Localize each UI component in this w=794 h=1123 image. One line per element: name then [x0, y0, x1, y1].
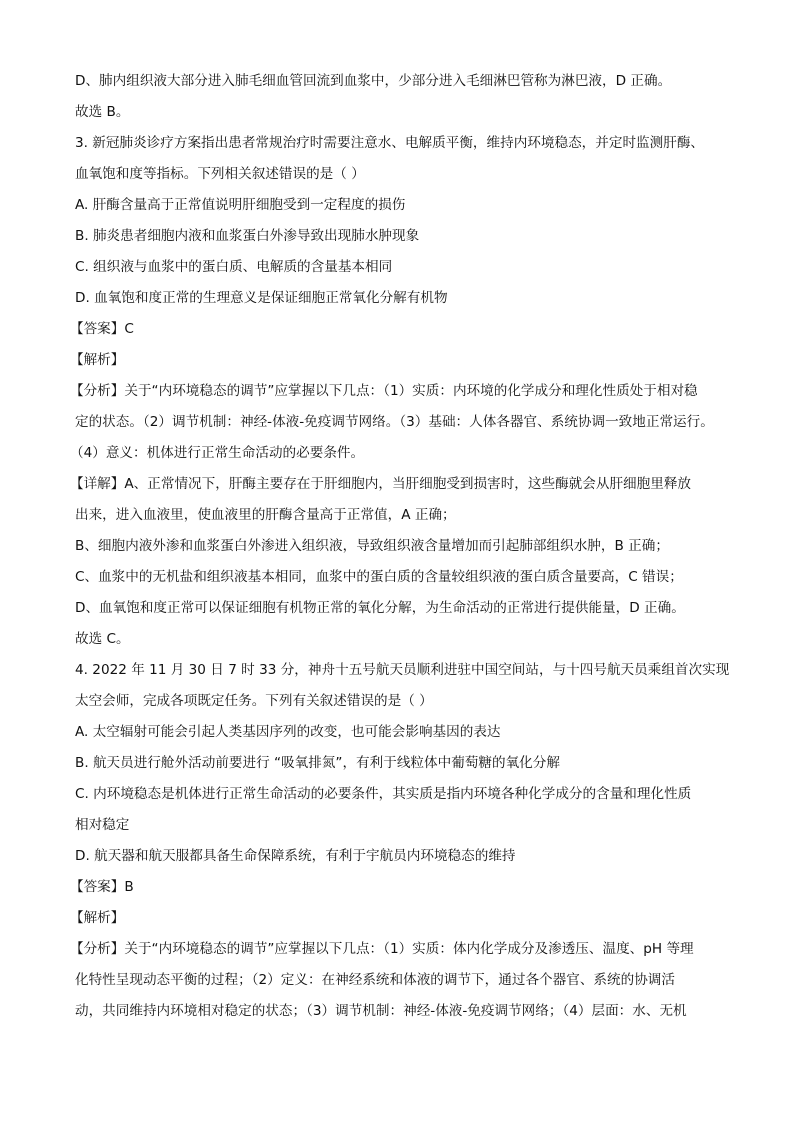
analysis-label: 【解析】	[70, 910, 125, 926]
option-c: 相对稳定	[75, 817, 130, 833]
option-b: B. 肺炎患者细胞内液和血浆蛋白外渗导致出现肺水肿现象	[75, 228, 420, 244]
text-line: 故选 C。	[75, 631, 130, 647]
question-4-stem: 太空会师，完成各项既定任务。下列有关叙述错误的是（ ）	[75, 693, 433, 709]
detail-text: D、血氧饱和度正常可以保证细胞有机物正常的氧化分解，为生命活动的正常进行提供能量，D 正确。	[75, 600, 685, 616]
detail-text: 出来，进入血液里，使血液里的肝酶含量高于正常值，A 正确；	[75, 507, 456, 523]
text-line: D、肺内组织液大部分进入肺毛细血管回流到血浆中，少部分进入毛细淋巴管称为淋巴液，D 正确。	[75, 73, 672, 89]
analysis-text: 【分析】关于“内环境稳态的调节”应掌握以下几点：（1）实质：体内化学成分及渗透压、温度、pH 等理	[70, 941, 694, 957]
analysis-text: 动，共同维持内环境相对稳定的状态；（3）调节机制：神经-体液-免疫调节网络；（4）层面：水、无机	[75, 1003, 687, 1019]
analysis-text: 化特性呈现动态平衡的过程；（2）定义：在神经系统和体液的调节下，通过各个器官、系统的协调活	[75, 972, 675, 988]
option-a: A. 肝酶含量高于正常值说明肝细胞受到一定程度的损伤	[75, 197, 406, 213]
answer-label: 【答案】B	[70, 879, 134, 895]
answer-label: 【答案】C	[70, 321, 134, 337]
detail-text: B、细胞内液外渗和血浆蛋白外渗进入组织液，导致组织液含量增加而引起肺部组织水肿，B 正确；	[75, 538, 669, 554]
option-d: D. 血氧饱和度正常的生理意义是保证细胞正常氧化分解有机物	[75, 290, 448, 306]
analysis-text: 【分析】关于“内环境稳态的调节”应掌握以下几点：（1）实质：内环境的化学成分和理化性质处于相对稳	[70, 383, 698, 399]
text-line: 故选 B。	[75, 104, 130, 120]
question-3-stem: 3. 新冠肺炎诊疗方案指出患者常规治疗时需要注意水、电解质平衡，维持内环境稳态，并定时监测肝酶、	[75, 135, 705, 151]
detail-text: C、血浆中的无机盐和组织液基本相同，血浆中的蛋白质的含量较组织液的蛋白质含量要高，C 错误；	[75, 569, 683, 585]
analysis-text: 定的状态。（2）调节机制：神经-体液-免疫调节网络。（3）基础：人体各器官、系统协调一致地正常运行。	[75, 414, 714, 430]
detail-text: 【详解】A、正常情况下，肝酶主要存在于肝细胞内，当肝细胞受到损害时，这些酶就会从肝细胞里释放	[70, 476, 692, 492]
option-c: C. 内环境稳态是机体进行正常生命活动的必要条件，其实质是指内环境各种化学成分的含量和理化性质	[75, 786, 692, 802]
option-b: B. 航天员进行舱外活动前要进行 “吸氧排氮”，有利于线粒体中葡萄糖的氧化分解	[75, 755, 560, 771]
question-4-stem: 4. 2022 年 11 月 30 日 7 时 33 分，神舟十五号航天员顺利进驻中国空间站，与十四号航天员乘组首次实现	[75, 662, 730, 678]
analysis-text: （4）意义：机体进行正常生命活动的必要条件。	[70, 445, 365, 461]
option-d: D. 航天器和航天服都具备生命保障系统，有利于宇航员内环境稳态的维持	[75, 848, 516, 864]
option-c: C. 组织液与血浆中的蛋白质、电解质的含量基本相同	[75, 259, 393, 275]
analysis-label: 【解析】	[70, 352, 125, 368]
question-3-stem: 血氧饱和度等指标。下列相关叙述错误的是（ ）	[75, 166, 365, 182]
option-a: A. 太空辐射可能会引起人类基因序列的改变，也可能会影响基因的表达	[75, 724, 501, 740]
